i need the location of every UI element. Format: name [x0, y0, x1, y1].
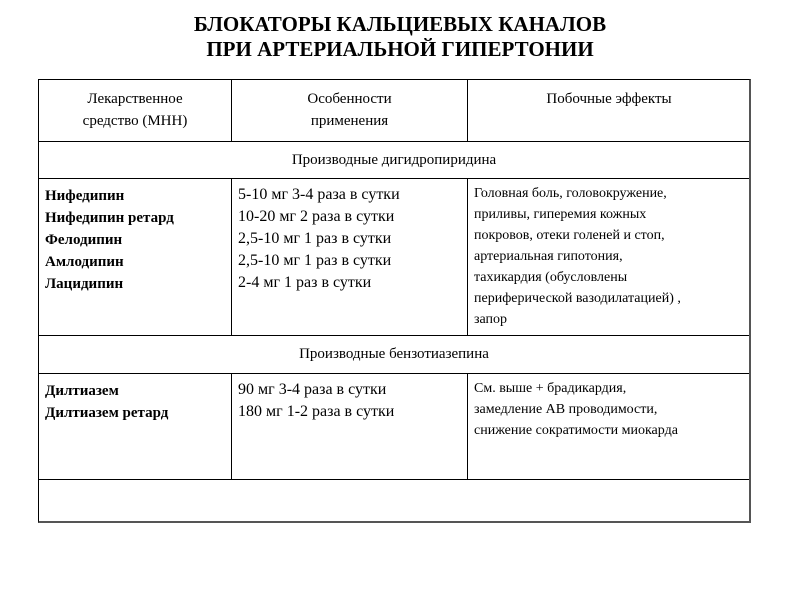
drug-name: Амлодипин	[45, 254, 124, 270]
header-side-effects-line: Побочные эффекты	[546, 91, 672, 107]
section-row-dihydropyridine: Производные дигидропиридина	[39, 142, 749, 179]
header-usage-line: применения	[310, 113, 389, 129]
side-effect-line: запор	[474, 312, 508, 327]
header-drug-line: Лекарственное	[87, 91, 183, 107]
title-line-1: БЛОКАТОРЫ КАЛЬЦИЕВЫХ КАНАЛОВ	[193, 12, 607, 36]
side-effect-line: тахикардия (обусловлены	[474, 270, 628, 285]
side-effect-line: приливы, гиперемия кожных	[474, 207, 647, 222]
dosage-line: 5-10 мг 3-4 раза в сутки	[238, 186, 400, 203]
header-drug	[39, 80, 232, 141]
side-effect-line: Головная боль, головокружение,	[474, 186, 667, 201]
dosage-line: 2,5-10 мг 1 раз в сутки	[238, 252, 392, 269]
table-row	[39, 374, 749, 480]
header-usage	[232, 80, 468, 141]
dosage-line: 2,5-10 мг 1 раз в сутки	[238, 230, 392, 247]
dosage-line: 10-20 мг 2 раза в сутки	[238, 208, 395, 225]
drug-name: Нифедипин ретард	[45, 210, 174, 226]
dosage-cell	[232, 374, 468, 479]
page-title	[0, 12, 800, 62]
drug-name: Дилтиазем ретард	[45, 405, 169, 421]
drug-name: Фелодипин	[45, 232, 123, 248]
side-effect-line: замедление АВ проводимости,	[474, 402, 658, 417]
drug-names-cell	[39, 374, 232, 479]
drug-name: Нифедипин	[45, 188, 125, 204]
side-effect-line: покровов, отеки голеней и стоп,	[474, 228, 665, 243]
side-effects-cell	[468, 374, 750, 479]
side-effect-line: артериальная гипотония,	[474, 249, 623, 264]
drug-name: Лацидипин	[45, 276, 124, 292]
table-header-row	[39, 80, 749, 142]
dosage-line: 2-4 мг 1 раз в сутки	[238, 274, 372, 291]
header-drug-line: средство (МНН)	[82, 113, 188, 129]
dosage-cell	[232, 179, 468, 335]
side-effect-line: снижение сократимости миокарда	[474, 423, 678, 438]
table-row	[39, 179, 749, 336]
side-effect-line: См. выше + брадикардия,	[474, 381, 627, 396]
side-effect-line: периферической вазодилатацией) ,	[474, 291, 681, 306]
drug-name: Дилтиазем	[45, 383, 119, 399]
dosage-line: 90 мг 3-4 раза в сутки	[238, 381, 387, 398]
header-usage-line: Особенности	[307, 91, 392, 107]
section-row-benzothiazepine: Производные бензотиазепина	[39, 336, 749, 374]
drug-table	[38, 79, 751, 523]
dosage-line: 180 мг 1-2 раза в сутки	[238, 403, 395, 420]
drug-names-cell	[39, 179, 232, 335]
empty-row	[39, 480, 749, 522]
header-side-effects	[468, 80, 750, 141]
title-line-2: ПРИ АРТЕРИАЛЬНОЙ ГИПЕРТОНИИ	[206, 37, 594, 61]
side-effects-cell	[468, 179, 750, 335]
